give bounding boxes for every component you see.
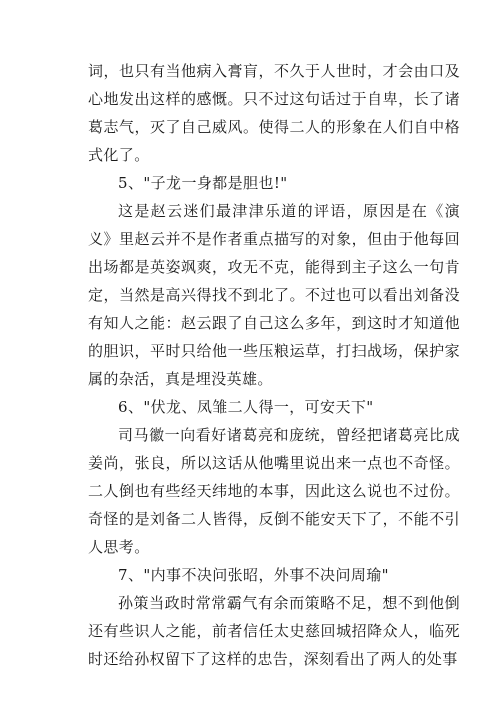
section-heading-6: 6、"伏龙、凤雏二人得一，可安天下" <box>118 398 374 416</box>
paragraph-continuation: 词，也只有当他病入膏肓，不久于人世时，才会由口及心地发出这样的感慨。只不过这句话过于自卑，长了诸葛志气，灭了自己威风。使得二人的形象在人们自中格式化了。 <box>88 62 460 164</box>
paragraph-sima-hui: 司马徽一向看好诸葛亮和庞统，曾经把诸葛亮比成姜尚，张良，所以这话从他嘴里说出来一点也不奇怪。二人倒也有些经天纬地的本事，因此这么说也不过份。奇怪的是刘备二人皆得，反倒不能安天下了，不能不引人思考。 <box>88 426 460 556</box>
paragraph-zhao-yun: 这是赵云迷们最津津乐道的评语，原因是在《演义》里赵云并不是作者重点描写的对象，但由于他每回出场都是英姿飒爽，攻无不克，能得到主子这么一句肯定，当然是高兴得找不到北了。不过也可以看出刘备没有知人之能：赵云跟了自己这么多年，到这时才知道他的胆识，平时只给他一些压粮运草，打扫战场，保护家属的杂活，真是埋没英雄。 <box>88 202 460 388</box>
section-heading-7: 7、"内事不决问张昭，外事不决问周瑜" <box>118 566 389 584</box>
document-body <box>88 57 460 673</box>
paragraph-sun-ce: 孙策当政时常常霸气有余而策略不足，想不到他倒还有些识人之能，前者信任太史慈回城招降众人，临死时还给孙权留下了这样的忠告，深刻看出了两人的处事 <box>88 594 460 668</box>
section-heading-5: 5、"子龙一身都是胆也!" <box>118 174 288 192</box>
